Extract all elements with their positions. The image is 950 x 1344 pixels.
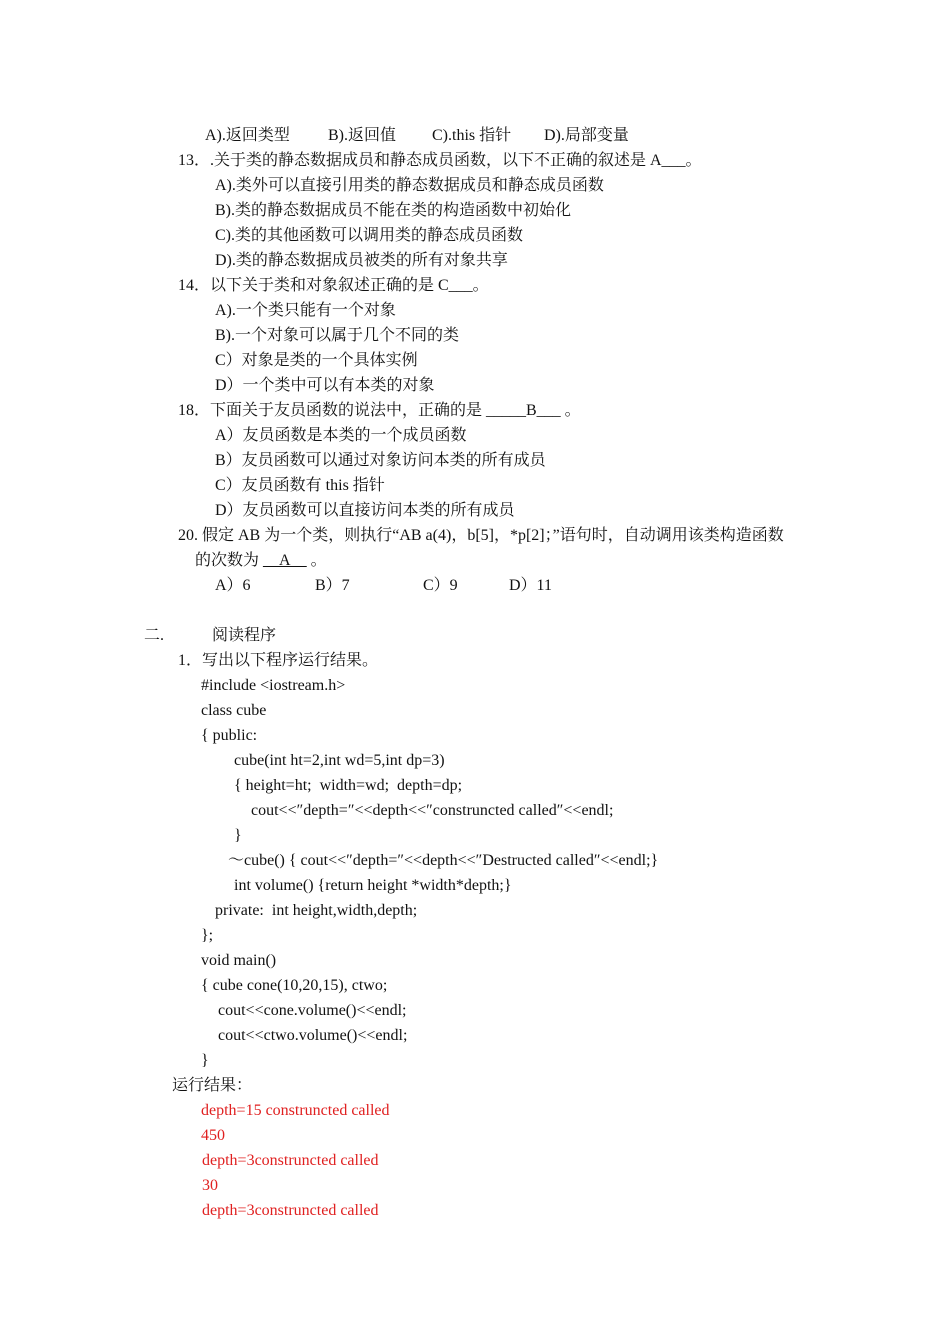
q14-option: D）一个类中可以有本类的对象 bbox=[215, 377, 435, 394]
q20-question-line1: 20. 假定 AB 为一个类，则执行“AB a(4)，b[5]，*p[2]；”语句时，自动调用该类构造函数 bbox=[178, 527, 784, 544]
q13-option: C).类的其他函数可以调用类的静态成员函数 bbox=[215, 227, 524, 244]
program-prompt: 1．写出以下程序运行结果。 bbox=[178, 652, 379, 669]
q18-option: C）友员函数有 this 指针 bbox=[215, 477, 385, 494]
code-line: { height=ht; width=wd; depth=dp; bbox=[234, 777, 463, 794]
q20-option-c: C）9 bbox=[423, 577, 458, 594]
result-line: 30 bbox=[202, 1177, 218, 1194]
code-line: private: int height,width,depth; bbox=[215, 902, 418, 919]
result-line: depth=3construncted called bbox=[202, 1202, 379, 1219]
q20-option-d: D）11 bbox=[509, 577, 552, 594]
section-title: 阅读程序 bbox=[212, 627, 277, 644]
q20-answer: __A__ bbox=[263, 552, 307, 569]
code-line: cout<<ctwo.volume()<<endl; bbox=[218, 1027, 408, 1044]
q12-option-c: C).this 指针 bbox=[432, 127, 512, 144]
code-line: { public: bbox=[201, 727, 258, 744]
q18-question: 18．下面关于友员函数的说法中，正确的是 _____B___ 。 bbox=[178, 402, 581, 419]
result-line: depth=3construncted called bbox=[202, 1152, 379, 1169]
q14-option: C）对象是类的一个具体实例 bbox=[215, 352, 418, 369]
code-line: #include <iostream.h> bbox=[201, 677, 346, 694]
code-line: } bbox=[201, 1052, 209, 1069]
q20-suffix: 。 bbox=[306, 552, 327, 569]
code-line: }; bbox=[201, 927, 214, 944]
result-line: depth=15 construncted called bbox=[201, 1102, 390, 1119]
q20-question-line2 bbox=[195, 551, 327, 571]
q12-option-a: A).返回类型 bbox=[205, 127, 290, 144]
q13-option: A).类外可以直接引用类的静态数据成员和静态成员函数 bbox=[215, 177, 604, 194]
result-line: 450 bbox=[201, 1127, 225, 1144]
q13-option: D).类的静态数据成员被类的所有对象共享 bbox=[215, 252, 508, 269]
q20-option-a: A）6 bbox=[215, 577, 251, 594]
code-line: void main() bbox=[201, 952, 277, 969]
code-line: ～cube() { cout<<″depth=″<<depth<<″Destructed called″<<endl;} bbox=[228, 852, 659, 869]
q12-option-d: D).局部变量 bbox=[544, 127, 629, 144]
code-line: { cube cone(10,20,15), ctwo; bbox=[201, 977, 388, 994]
q20-prefix: 的次数为 bbox=[195, 552, 264, 569]
q13-question: 13．.关于类的静态数据成员和静态成员函数，以下不正确的叙述是 A___。 bbox=[178, 152, 702, 169]
code-line: cout<<cone.volume()<<endl; bbox=[218, 1002, 407, 1019]
code-line: cube(int ht=2,int wd=5,int dp=3) bbox=[234, 752, 445, 769]
q14-option: B).一个对象可以属于几个不同的类 bbox=[215, 327, 460, 344]
code-line: int volume() {return height *width*depth;} bbox=[234, 877, 512, 894]
q18-option: B）友员函数可以通过对象访问本类的所有成员 bbox=[215, 452, 546, 469]
section-number: 二. bbox=[144, 627, 165, 644]
code-line: } bbox=[234, 827, 242, 844]
q20-option-b: B）7 bbox=[315, 577, 350, 594]
result-label: 运行结果： bbox=[172, 1077, 253, 1094]
q14-question: 14．以下关于类和对象叙述正确的是 C___。 bbox=[178, 277, 489, 294]
q18-option: A）友员函数是本类的一个成员函数 bbox=[215, 427, 467, 444]
code-line: class cube bbox=[201, 702, 267, 719]
code-line: cout<<″depth=″<<depth<<″construncted called″<<endl; bbox=[251, 802, 614, 819]
q13-option: B).类的静态数据成员不能在类的构造函数中初始化 bbox=[215, 202, 572, 219]
q12-option-b: B).返回值 bbox=[328, 127, 397, 144]
q14-option: A).一个类只能有一个对象 bbox=[215, 302, 396, 319]
q18-option: D）友员函数可以直接访问本类的所有成员 bbox=[215, 502, 515, 519]
